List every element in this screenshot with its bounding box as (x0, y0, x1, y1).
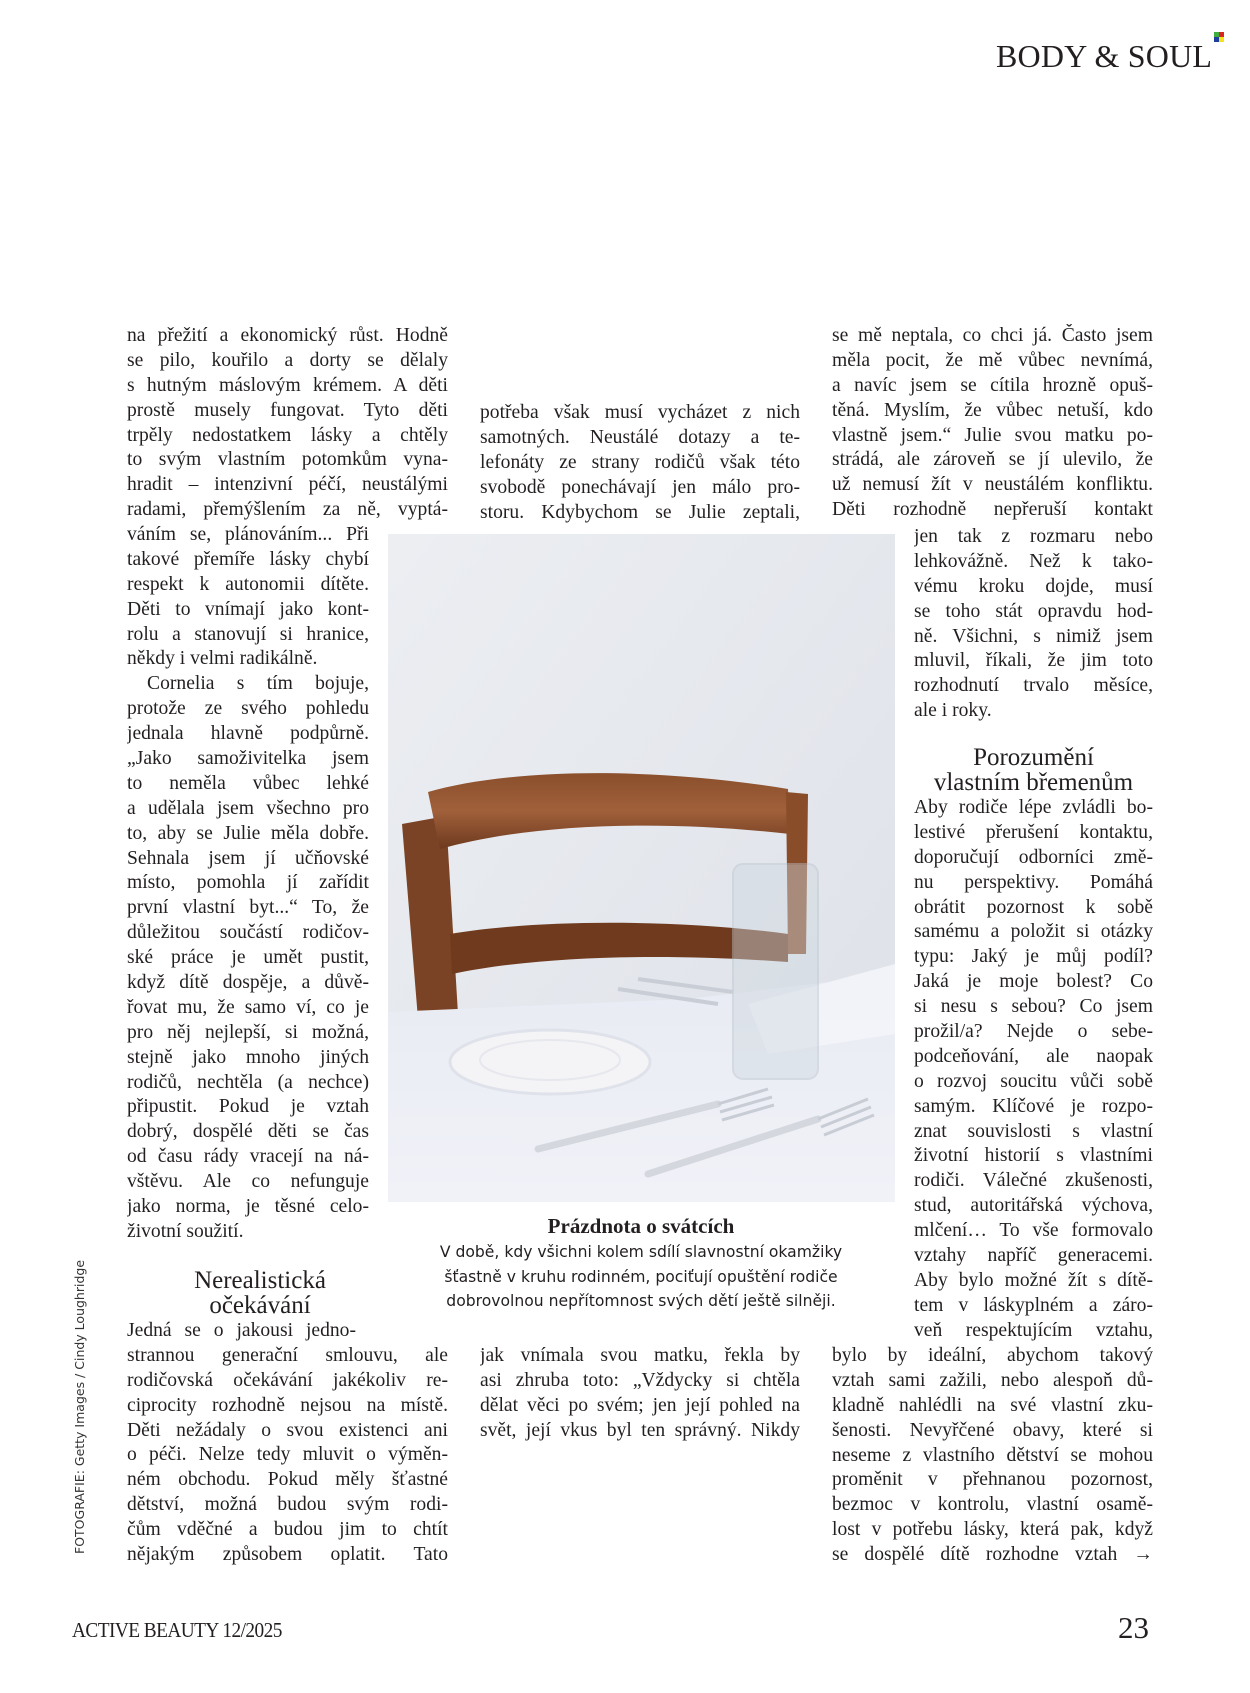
page-number: 23 (1118, 1610, 1149, 1645)
photo-credit: FOTOGRAFIE: Getty Images / Cindy Loughridge (72, 1259, 87, 1554)
subheading-line: očekávání (209, 1292, 311, 1319)
text-line: prožil/a? Nejde o sebe- (914, 1021, 1153, 1043)
subheading-line: Nerealistická (194, 1267, 326, 1294)
text-line: protože ze svého pohledu (127, 698, 369, 720)
text-line: rodiči. Válečné zkušenosti, (914, 1170, 1153, 1192)
text-line: mluvil, říkali, že jim toto (914, 650, 1153, 672)
text-line: trpěly nedostatkem lásky a chtěly (127, 424, 448, 446)
footer-magazine-issue: ACTIVE BEAUTY 12/2025 (72, 1618, 282, 1642)
subheading-nerealisticka (160, 1268, 360, 1318)
text-line: rolu a stanovují si hranice, (127, 623, 369, 645)
text-line: ném obchodu. Pokud měly šťastné (127, 1469, 448, 1491)
subheading-porozumeni (914, 745, 1153, 795)
text-line: lehkovážně. Než k tako- (914, 550, 1153, 572)
text-line: podceňování, ale naopak (914, 1045, 1153, 1067)
column-3-mid (914, 796, 1153, 1344)
text-line: a udělala jsem všechno pro (127, 797, 369, 819)
text-line: to neměla vůbec lehké (127, 772, 369, 794)
empty-chair-table-illustration (388, 534, 895, 1202)
text-line: vému kroku dojde, musí (914, 575, 1153, 597)
text-line: těná. Myslím, že vůbec netuší, kdo (832, 399, 1153, 421)
text-line: vštěvu. Ale co nefunguje (127, 1171, 369, 1193)
text-line: radami, přemýšlením za ně, vyptá- (127, 499, 448, 521)
text-line: stud, autoritářská výchova, (914, 1195, 1153, 1217)
text-line: hradit – intenzivní péčí, neustálými (127, 474, 448, 496)
text-line: jen tak z rozmaru nebo (914, 526, 1153, 547)
text-line: se toho stát opravdu hod- (914, 600, 1153, 622)
text-line: když dítě dospěje, a důvě- (127, 972, 369, 994)
text-line: ale i roky. (914, 700, 992, 722)
text-line: Děti nežádaly o svou existenci ani (127, 1419, 448, 1441)
caption-title: Prázdnota o svátcích (547, 1214, 735, 1238)
text-line: Aby bylo možné žít s dítě- (914, 1269, 1153, 1291)
text-line: strannou generační smlouvu, ale (127, 1344, 448, 1366)
text-line: se mě neptala, co chci já. Často jsem (832, 325, 1153, 346)
text-line: Jedná se o jakousi jedno- (127, 1320, 356, 1341)
text-line: rozhodnutí trvalo měsíce, (914, 675, 1153, 697)
subheading-line: Porozumění (973, 744, 1094, 771)
text-line: ně. Všichni, s nimiž jsem (914, 625, 1153, 647)
text-line: to svým vlastním potomkům vyna- (127, 449, 448, 471)
text-line: Děti to vnímají jako kont- (127, 598, 369, 620)
text-line: „Jako samoživitelka jsem (127, 748, 369, 770)
text-line: bezmoc v kontrolu, vlastní osamě- (832, 1494, 1153, 1516)
column-1-bottom (127, 1319, 448, 1568)
text-line: měla pocit, že mě vůbec nevnímá, (832, 349, 1153, 371)
text-line: stejně jako mnoho jiných (127, 1046, 369, 1068)
column-1-narrow (127, 523, 369, 1245)
text-line: Děti rozhodně nepřeruší kontakt (832, 499, 1153, 521)
text-line: znat souvislosti s vlastní (914, 1120, 1153, 1142)
text-line: to, aby se Julie měla dobře. (127, 822, 369, 844)
text-line: dětství, možná budou svým rodi- (127, 1494, 448, 1516)
photo-caption (405, 1240, 877, 1314)
text-line: vztah sami zažili, nebo alespoň dů- (832, 1369, 1153, 1391)
column-3-bottom (832, 1344, 1153, 1568)
color-registration-mark (1214, 32, 1224, 42)
section-title: BODY & SOUL (996, 38, 1213, 74)
text-line: proměnit v přehnanou pozornost, (832, 1469, 1153, 1491)
text-line: jednala hlavně podpůrně. (127, 723, 369, 745)
text-line: ské práce je umět pustit, (127, 947, 369, 969)
text-line: Jaká je moje bolest? Co (914, 971, 1153, 993)
caption-line: V době, kdy všichni kolem sdílí slavnostní okamžiky (439, 1243, 843, 1261)
column-3-top (832, 324, 1153, 523)
text-line: dělat věci po svém; jen její pohled na (480, 1394, 800, 1416)
column-2-top (480, 401, 800, 525)
text-line: na přežití a ekonomický růst. Hodně (127, 325, 448, 346)
text-line: už nemusí žít v neustálém konfliktu. (832, 474, 1153, 496)
text-line: dobrý, dospělé děti se čas (127, 1121, 369, 1143)
text-line: takové přemíře lásky chybí (127, 548, 369, 570)
text-line: lestivé přerušení kontaktu, (914, 821, 1153, 843)
text-line: nějakým způsobem oplatit. Tato (127, 1544, 448, 1566)
text-line: šenosti. Nevyřčené obavy, které si (832, 1419, 1153, 1441)
column-3-indent (914, 525, 1153, 724)
text-line: nu perspektivy. Pomáhá (914, 871, 1153, 893)
text-line: svobodě ponechávají jen málo pro- (480, 476, 800, 498)
text-line: Cornelia s tím bojuje, (147, 673, 369, 695)
text-line: respekt k autonomii dítěte. (127, 573, 369, 595)
article-photo (388, 534, 895, 1202)
text-line: rodičů, nechtěla (a nechce) (127, 1071, 369, 1093)
caption-line: dobrovolnou nepřítomnost svých dětí ještě silněji. (446, 1292, 836, 1310)
text-line: a navíc jsem se cítila hrozně opuš- (832, 374, 1153, 396)
text-line: někdy i velmi radikálně. (127, 648, 318, 670)
text-line: lefonáty ze strany rodičů však této (480, 451, 800, 473)
subheading-line: vlastním břemenům (933, 769, 1134, 796)
text-line: veň respektujícím vztahu, (914, 1319, 1153, 1341)
text-line: kladně nahlédli na své vlastní zku- (832, 1394, 1153, 1416)
text-line: o rozvoj soucitu vůči sobě (914, 1070, 1153, 1092)
reg-swatch (1219, 37, 1224, 42)
text-line: se pilo, kouřilo a dorty se dělaly (127, 349, 448, 371)
text-line: mlčení… To vše formovalo (914, 1220, 1153, 1242)
text-line: vlastně jsem.“ Julie svou matku po- (832, 424, 1153, 446)
text-line: typu: Jaký je můj podíl? (914, 946, 1153, 968)
text-line: asi zhruba toto: „Vždycky si chtěla (480, 1369, 800, 1391)
text-line: prostě musely fungovat. Tyto děti (127, 399, 448, 421)
text-line: potřeba však musí vycházet z nich (480, 402, 800, 423)
text-line: první vlastní byt...“ To, že (127, 897, 369, 919)
text-line: jako norma, je těsné celo- (127, 1196, 369, 1218)
text-line: ciprocity rozhodně nejsou na místě. (127, 1394, 448, 1416)
text-line: místo, pomohla jí zařídit (127, 872, 369, 894)
text-line: storu. Kdybychom se Julie zeptali, (480, 501, 800, 523)
text-line: od času rády vracejí na ná- (127, 1146, 369, 1168)
text-line: strádá, ale zároveň se jí ulevilo, že (832, 449, 1153, 471)
text-line: samému a položit si otázky (914, 921, 1153, 943)
text-line: obrátit pozornost k sobě (914, 896, 1153, 918)
text-line: čům vděčné a budou jim to chtít (127, 1519, 448, 1541)
text-line: tem v láskyplném a záro- (914, 1294, 1153, 1316)
text-line: vztahy napříč generacemi. (914, 1245, 1153, 1267)
text-line: lost v potřebu lásky, která pak, když (832, 1519, 1153, 1541)
text-line: samým. Klíčové je rozpo- (914, 1095, 1153, 1117)
text-line: životní historií s vlastními (914, 1145, 1153, 1167)
text-line: bylo by ideální, abychom takový (832, 1345, 1153, 1366)
text-line: o péči. Nelze tedy mluvit o výměn- (127, 1444, 448, 1466)
text-line: Sehnala jsem jí učňovské (127, 847, 369, 869)
text-line: připustit. Pokud je vztah (127, 1096, 369, 1118)
column-1-top (127, 324, 448, 523)
text-line: doporučují odborníci změ- (914, 846, 1153, 868)
text-line: důležitou součástí rodičov- (127, 922, 369, 944)
caption-line: šťastně v kruhu rodinném, pociťují opuštění rodiče (444, 1267, 838, 1286)
text-line: se dospělé dítě rozhodne vztah → (832, 1544, 1153, 1566)
text-line: životní soužití. (127, 1220, 244, 1242)
text-line: pro něj nejlepší, si možná, (127, 1021, 369, 1043)
text-line: řovat mu, že samo ví, co je (127, 996, 369, 1018)
column-2-bottom (480, 1344, 800, 1444)
text-line: samotných. Neustálé dotazy a te- (480, 426, 800, 448)
text-line: rodičovská očekávání jakékoliv re- (127, 1369, 448, 1391)
text-line: Aby rodiče lépe zvládli bo- (914, 797, 1153, 818)
text-line: jak vnímala svou matku, řekla by (480, 1345, 800, 1366)
text-line: svět, její vkus byl ten správný. Nikdy (480, 1419, 800, 1441)
text-line: si nesu s sebou? Co jsem (914, 996, 1153, 1018)
text-line: váním se, plánováním... Při (127, 524, 369, 545)
text-line: neseme z vlastního dětství se mohou (832, 1444, 1153, 1466)
text-line: s hutným máslovým krémem. A děti (127, 374, 448, 396)
